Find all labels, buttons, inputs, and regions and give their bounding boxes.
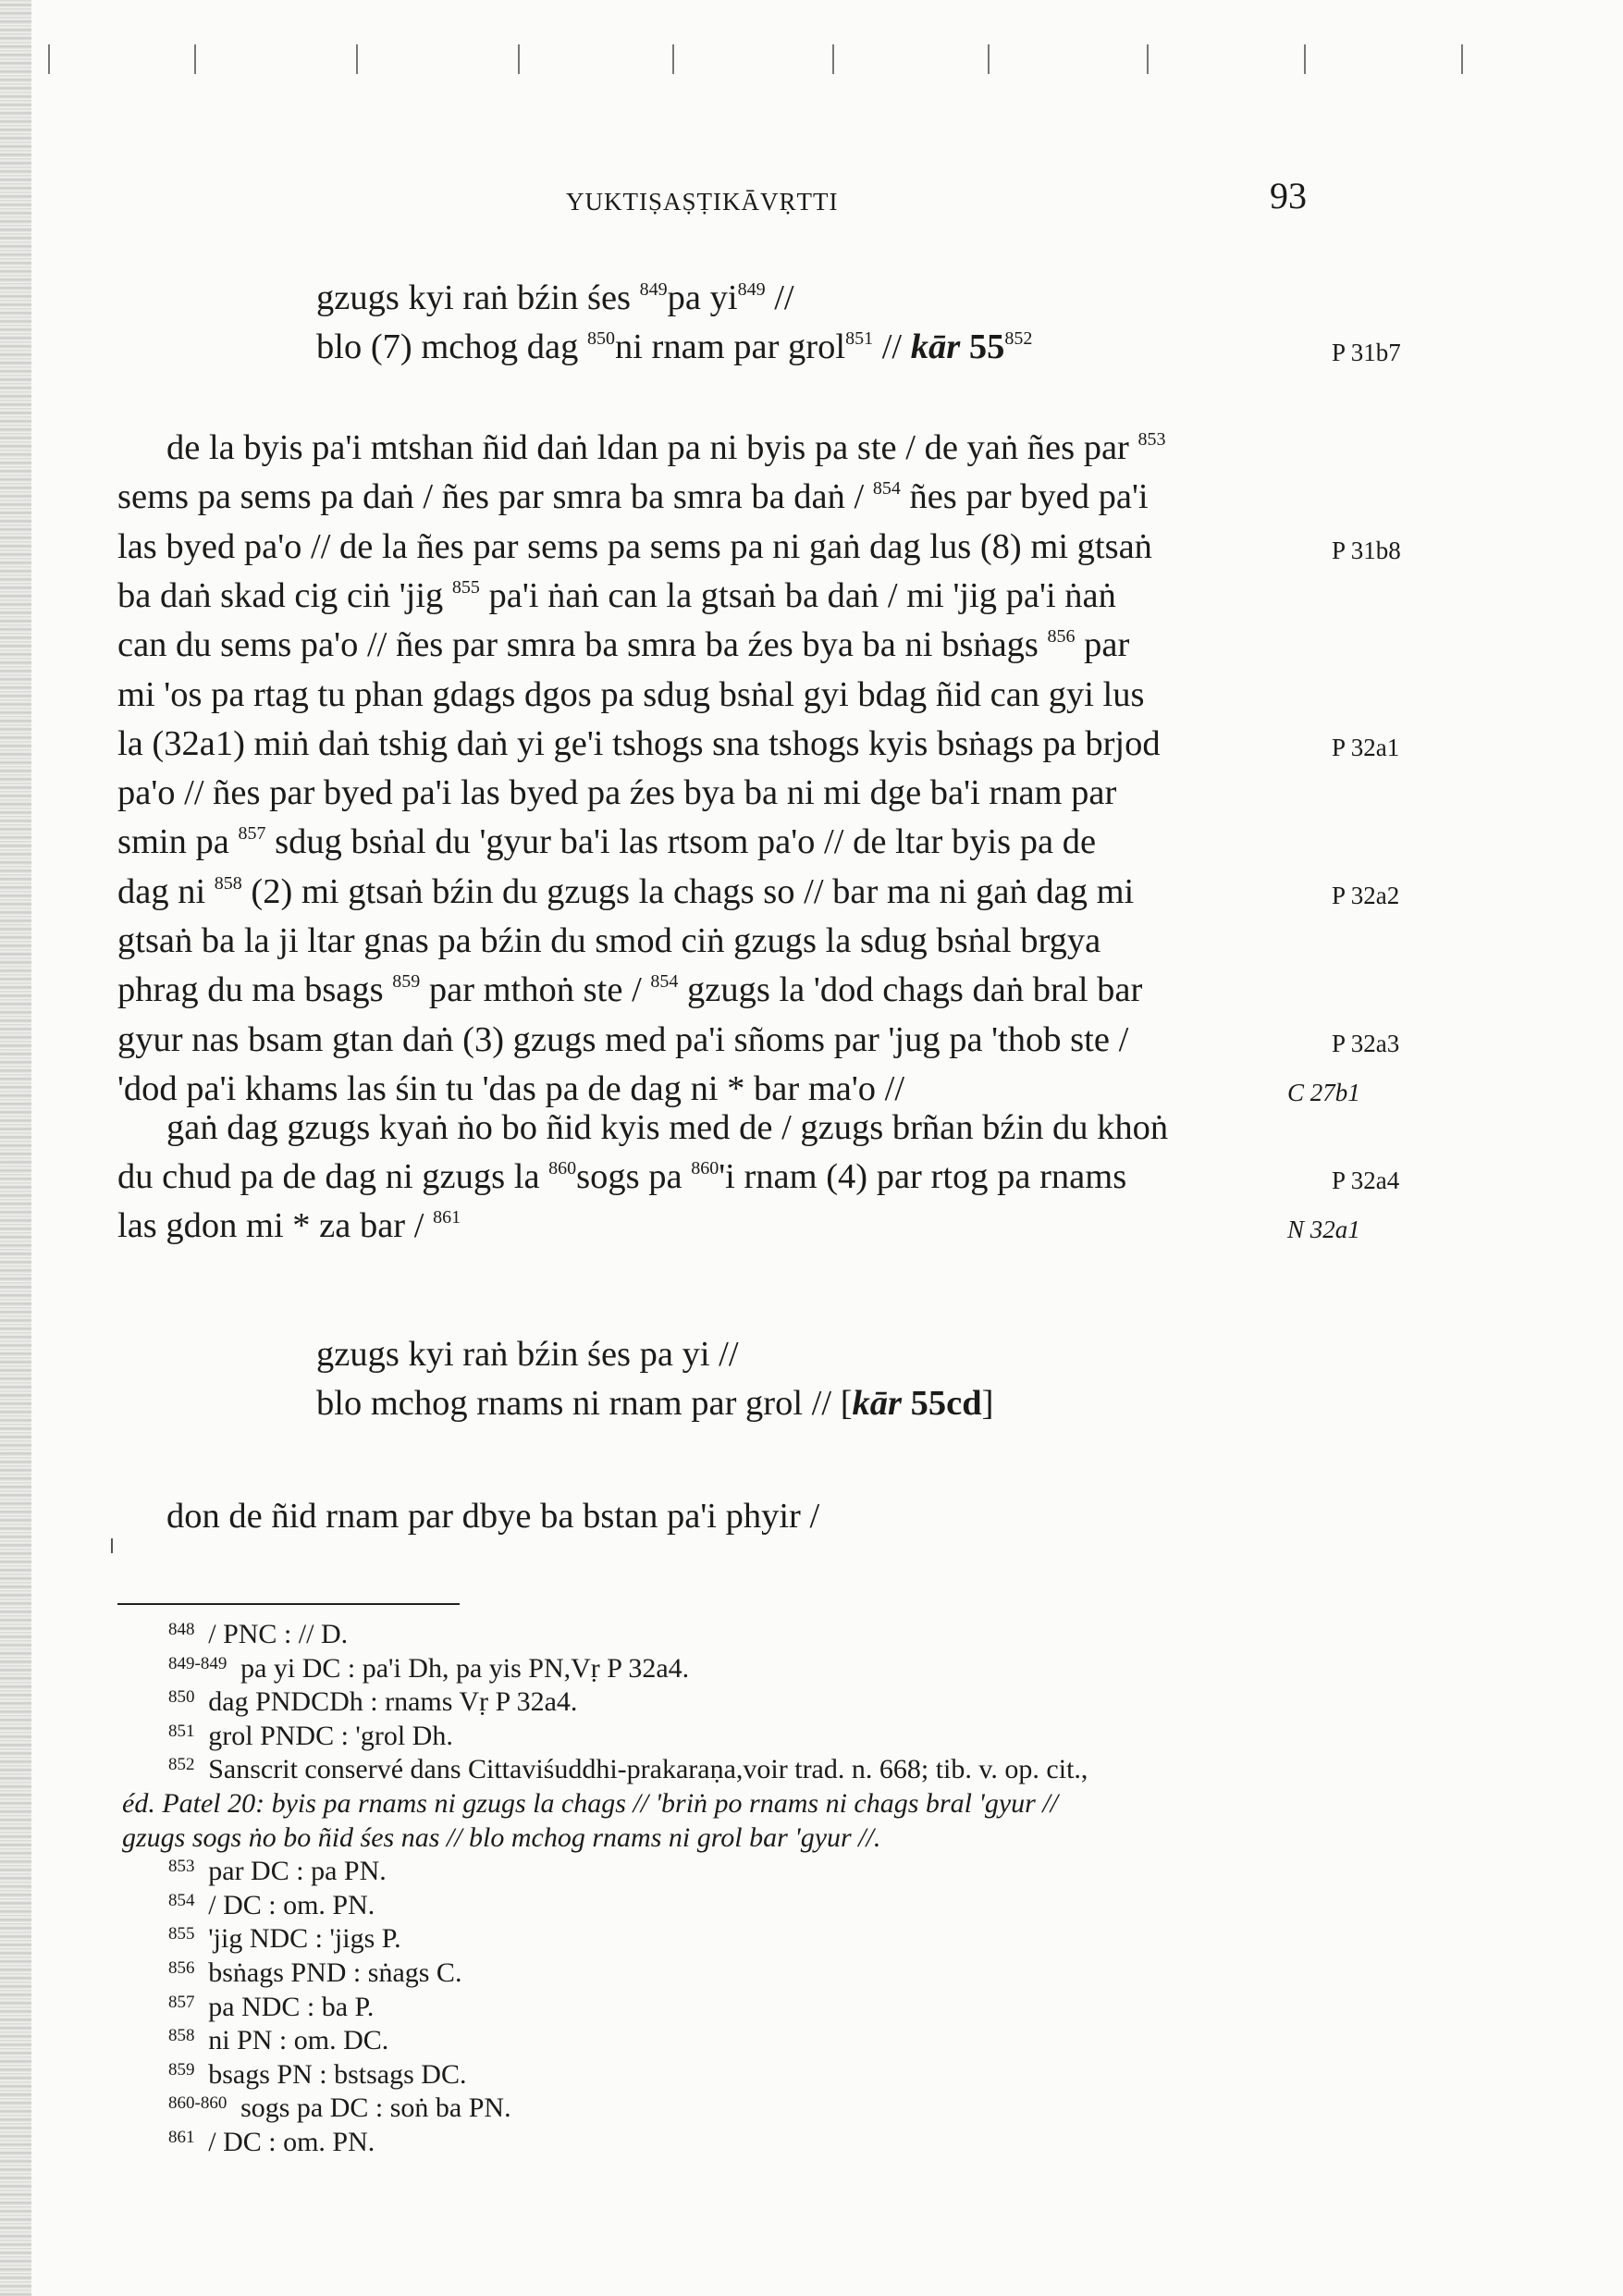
footnote-ref[interactable]: 849: [737, 279, 766, 300]
footnote-rule: [117, 1603, 460, 1605]
text-line: [117, 871, 1135, 911]
line-text: gaṅ dag gzugs kyaṅ ṅo bo ñid kyis med de / gzugs brñan bźin du khoṅ: [166, 1108, 1169, 1147]
footnote-ref[interactable]: 854: [872, 478, 901, 500]
footnote-text: grol PNDC : 'grol Dh.: [208, 1720, 453, 1751]
footnote-number: 860-860: [168, 2093, 232, 2114]
karika-label: kār: [910, 327, 961, 366]
footnote: [168, 1756, 1088, 1784]
binding-tick: [518, 44, 520, 74]
footnote-text: sogs pa DC : soṅ ba PN.: [240, 2092, 511, 2124]
verse-line: [316, 329, 1032, 365]
text-line: [117, 824, 1096, 860]
footnote-text: pa yi DC : pa'i Dh, pa yis PN,Vṛ P 32a4.: [240, 1652, 690, 1684]
footnote-number: 851: [168, 1721, 200, 1741]
footnote-ref[interactable]: 857: [238, 823, 266, 845]
karika-number: 55cd: [902, 1384, 982, 1423]
footnote: [168, 1621, 348, 1648]
footnote-text: / DC : om. PN.: [208, 1889, 375, 1920]
binding-tick: [1147, 44, 1149, 74]
footnote-ref[interactable]: 861: [433, 1207, 461, 1228]
footnote: [168, 1652, 690, 1684]
line-text: can du sems pa'o // ñes par smra ba smra ba źes bya ba ni bsṅags: [117, 625, 1048, 665]
text-line: [166, 1110, 1168, 1146]
line-text: 'dod pa'i khams las śin tu 'das pa de dag ni * bar ma'o //: [117, 1068, 905, 1108]
line-text: las byed pa'o // de la ñes par sems pa sems pa ni gaṅ dag lus (8) mi gtsaṅ: [117, 526, 1152, 566]
text-line: [117, 723, 1161, 763]
footnote: [168, 1889, 375, 1920]
line-text: par mthoṅ ste /: [420, 970, 651, 1010]
verse-text: ]: [981, 1384, 994, 1423]
verse-text: //: [873, 327, 911, 366]
footnote-text: dag PNDCDh : rnams Vṛ P 32a4.: [208, 1686, 578, 1718]
footnote-number: 859: [168, 2059, 200, 2080]
footnote: [168, 2027, 388, 2055]
footnote: [168, 1688, 577, 1716]
footnote-ref[interactable]: 860: [691, 1158, 719, 1179]
verse-text: gzugs kyi raṅ bźin śes pa yi //: [316, 1335, 739, 1374]
footnote: [168, 1925, 401, 1953]
footnote-number: 852: [168, 1755, 200, 1775]
line-text: 'i rnam (4) par rtog pa rnams: [719, 1157, 1127, 1196]
footnote-text: ni PN : om. DC.: [208, 2025, 389, 2056]
text-line: [117, 775, 1116, 811]
footnote-number: 848: [168, 1620, 200, 1639]
footnote-text: par DC : pa PN.: [208, 1856, 387, 1887]
footnote: [168, 2094, 511, 2122]
text-line: [117, 674, 1145, 714]
margin-folio-ref: P 32a3: [1332, 1029, 1400, 1057]
line-text: pa'i ṅaṅ can la gtsaṅ ba daṅ / mi 'jig pa'i ṅaṅ: [479, 575, 1116, 615]
footnote-text: 'jig NDC : 'jigs P.: [208, 1923, 401, 1955]
line-text: phrag du ma bsags: [117, 970, 393, 1010]
footnote: [168, 2058, 467, 2090]
footnote: [168, 1858, 387, 1885]
page-number: 93: [1270, 175, 1307, 216]
scan-edge-shadow: [0, 0, 31, 2296]
footnote-ref[interactable]: 852: [1004, 328, 1033, 349]
footnote-number: 850: [168, 1687, 200, 1708]
binding-tick: [356, 44, 358, 74]
text-line: [117, 923, 1100, 959]
footnote-text: pa NDC : ba P.: [208, 1991, 375, 2022]
footnote-number: 857: [168, 1992, 200, 2012]
footnote-ref[interactable]: 849: [639, 279, 668, 300]
footnote: [122, 1821, 881, 1853]
footnote-number: 849-849: [168, 1653, 232, 1673]
footnote-ref[interactable]: 858: [214, 872, 242, 894]
footnote-ref[interactable]: 860: [548, 1158, 577, 1179]
line-text: la (32a1) miṅ daṅ tshig daṅ yi ge'i tshogs sna tshogs kyis bsṅags pa brjod: [117, 723, 1161, 763]
margin-folio-ref: P 32a4: [1332, 1167, 1400, 1194]
footnote-ref[interactable]: 856: [1047, 626, 1076, 648]
verse-text: pa yi: [667, 278, 738, 317]
footnote-text: / DC : om. PN.: [208, 2127, 375, 2157]
footnote-number: 858: [168, 2026, 200, 2046]
verse-line: [316, 1386, 993, 1422]
footnote-number: 853: [168, 1857, 200, 1877]
line-text: smin pa: [117, 822, 239, 862]
verse-text: gzugs kyi raṅ bźin śes: [316, 278, 640, 317]
footnote-text: / PNC : // D.: [208, 1619, 349, 1649]
paragraph-3: don de ñid rnam par dbye ba bstan pa'i phyir /: [166, 1497, 820, 1536]
footnote-ref[interactable]: 855: [451, 576, 480, 598]
footnote-number: 854: [168, 1890, 200, 1910]
footnote-ref[interactable]: 854: [650, 971, 679, 993]
footnote-text: éd. Patel 20: byis pa rnams ni gzugs la chags // 'briṅ po rnams ni chags bral 'gyur //: [122, 1788, 1058, 1819]
text-line: [117, 1208, 461, 1244]
text-line: [117, 575, 1116, 615]
line-text: pa'o // ñes par byed pa'i las byed pa źes bya ba ni mi dge ba'i rnam par: [117, 773, 1117, 813]
binding-tick: [988, 44, 990, 74]
binding-tick: [832, 44, 834, 74]
binding-tick: [194, 44, 196, 74]
line-text: gzugs la 'dod chags daṅ bral bar: [678, 970, 1143, 1010]
verse-text: blo mchog rnams ni rnam par grol // [: [316, 1384, 853, 1423]
karika-number: 55: [960, 327, 1005, 366]
karika-label: kār: [852, 1384, 902, 1423]
margin-folio-ref: N 32a1: [1287, 1216, 1360, 1243]
footnote-ref[interactable]: 850: [586, 328, 615, 349]
footnote-ref[interactable]: 853: [1137, 429, 1166, 450]
verse-text: ni rnam par grol: [614, 327, 846, 366]
footnote: [122, 1790, 1058, 1818]
line-text: mi 'os pa rtag tu phan gdags dgos pa sdug bsṅal gyi bdag ñid can gyi lus: [117, 674, 1145, 714]
line-text: ba daṅ skad cig ciṅ 'jig: [117, 575, 452, 615]
verse-line: [316, 280, 794, 316]
binding-tick: [672, 44, 674, 74]
line-text: de la byis pa'i mtshan ñid daṅ ldan pa ni byis pa ste / de yaṅ ñes par: [166, 428, 1138, 467]
line-text: sdug bsṅal du 'gyur ba'i las rtsom pa'o // de ltar byis pa de: [265, 822, 1097, 862]
footnote-number: 855: [168, 1924, 200, 1944]
line-text: gyur nas bsam gtan daṅ (3) gzugs med pa'i sñoms par 'jug pa 'thob ste /: [117, 1019, 1129, 1059]
line-text: gtsaṅ ba la ji ltar gnas pa bźin du smod ciṅ gzugs la sdug bsṅal brgya: [117, 921, 1101, 960]
line-text: sems pa sems pa daṅ / ñes par smra ba smra ba daṅ /: [117, 477, 873, 517]
footnote: [168, 1991, 375, 2022]
line-text: ñes par byed pa'i: [900, 477, 1149, 517]
footnote-text: bsags PN : bstsags DC.: [208, 2058, 467, 2090]
text-line: [166, 430, 1165, 466]
footnote: [168, 1959, 461, 1987]
margin-folio-ref: P 31b8: [1332, 536, 1401, 564]
text-line: [117, 526, 1152, 566]
verse-text: //: [765, 278, 794, 317]
line-text: du chud pa de dag ni gzugs la: [117, 1157, 549, 1196]
text-line: [117, 1159, 1126, 1195]
running-title: YUKTIṢAṢṬIKĀVṚTTI: [566, 188, 839, 216]
line-text: dag ni: [117, 871, 215, 911]
text-line: [117, 1019, 1129, 1059]
footnote: [168, 1722, 453, 1750]
binding-tick: [1304, 44, 1306, 74]
text-line: [117, 972, 1142, 1008]
text-line: [117, 479, 1149, 515]
footnote-text: gzugs sogs ṅo bo ñid śes nas // blo mchog rnams ni grol bar 'gyur //.: [122, 1821, 881, 1853]
text-line: [117, 627, 1129, 663]
verse-line: [316, 1337, 739, 1373]
margin-folio-ref: P 32a1: [1332, 733, 1400, 761]
binding-tick: [48, 44, 50, 74]
stray-mark: [111, 1538, 113, 1553]
line-text: par: [1075, 625, 1130, 665]
margin-folio-ref: C 27b1: [1287, 1078, 1360, 1106]
footnote-text: bsṅags PND : sṅags C.: [208, 1957, 462, 1988]
footnote-ref[interactable]: 859: [392, 971, 421, 993]
binding-tick: [1461, 44, 1463, 74]
text-line: [117, 1068, 905, 1108]
footnote-number: 856: [168, 1958, 200, 1978]
footnote-text: Sanscrit conservé dans Cittaviśuddhi-prakaraṇa,voir trad. n. 668; tib. v. op. cit.,: [208, 1754, 1088, 1785]
footnote-number: 861: [168, 2128, 200, 2147]
margin-folio-ref: P 31b7: [1332, 339, 1401, 366]
line-text: las gdon mi * za bar /: [117, 1206, 434, 1245]
line-text: (2) mi gtsaṅ bźin du gzugs la chags so // bar ma ni gaṅ dag mi: [241, 871, 1135, 911]
footnote-ref[interactable]: 851: [845, 328, 874, 349]
footnote: [168, 2129, 375, 2156]
margin-folio-ref: P 32a2: [1332, 881, 1400, 909]
verse-text: blo (7) mchog dag: [316, 327, 587, 366]
line-text: sogs pa: [576, 1157, 692, 1196]
